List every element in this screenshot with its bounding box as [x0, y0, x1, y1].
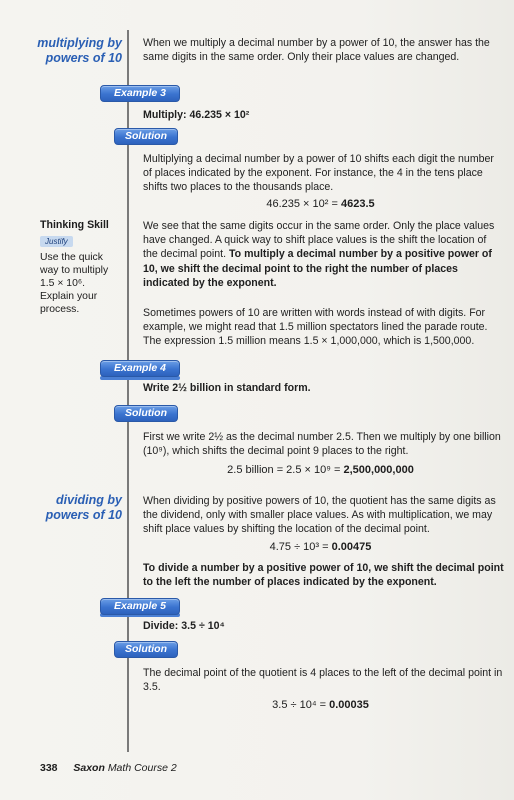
example3-paragraph-2-plain: We see that the same digits occur in the same order. Only the place values have changed. A quick way to shift place values is the shift the location of the decimal point.: [143, 220, 495, 261]
example3-equation-result: 4623.5: [340, 198, 375, 210]
example5-solution-label: Solution: [114, 641, 178, 658]
example3-expression: 46.235 × 10²: [189, 109, 250, 121]
example3-paragraph-2-rule: To multiply a decimal number by a positive power of 10, we shift the decimal point to the right the number of places indicated by the exponent.: [143, 248, 492, 289]
dividing-equation: [143, 541, 498, 553]
example5-prompt-word: Divide:: [143, 620, 179, 632]
justify-badge: Justify: [40, 236, 73, 247]
section-heading-dividing: dividing by powers of 10: [45, 493, 122, 522]
example3-prompt: [143, 108, 343, 122]
example4-equation: [143, 464, 498, 476]
example5-paragraph: The decimal point of the quotient is 4 places to the left of the decimal point in 3.5.: [143, 667, 503, 694]
thinking-skill-title: Thinking Skill: [40, 219, 109, 231]
example3-paragraph-1: Multiplying a decimal number by a power of 10 shifts each digit the number of places indicated by the exponent. For instance, the 4 in the tens place shifts two places to the thousands place.: [143, 153, 494, 194]
example3-prompt-word: Multiply:: [143, 109, 187, 121]
thinking-skill-box: [40, 219, 120, 316]
example5-equation-result: 0.00035: [329, 699, 369, 711]
example4-equation-left: 2.5 billion = 2.5 × 10⁹ =: [227, 464, 341, 476]
example3-equation-left: 46.235 × 10² =: [266, 198, 338, 210]
example4-prompt: Write 2½ billion in standard form.: [143, 382, 311, 394]
example3-solution-label: Solution: [114, 128, 178, 145]
example5-equation: [143, 699, 498, 711]
dividing-equation-left: 4.75 ÷ 10³ =: [269, 541, 329, 553]
example4-paragraph: First we write 2½ as the decimal number 2.5. Then we multiply by one billion (10⁹), which shifts the decimal point 9 places to the right.: [143, 431, 501, 458]
example5-expression: 3.5 ÷ 10⁴: [181, 620, 225, 632]
example3-label: Example 3: [100, 85, 180, 102]
thinking-skill-text: Use the quick way to multiply 1.5 × 10⁶. Explain your process.: [40, 252, 109, 315]
example3-equation: [143, 198, 498, 210]
book-brand: Saxon: [73, 762, 105, 774]
section-heading-multiplying: multiplying by powers of 10: [37, 36, 122, 65]
example4-solution-label: Solution: [114, 405, 178, 422]
dividing-equation-result: 0.00475: [331, 541, 372, 553]
example5-equation-left: 3.5 ÷ 10⁴ =: [272, 699, 327, 711]
example3-paragraph-2: [143, 219, 501, 290]
example4-equation-result: 2,500,000,000: [343, 464, 414, 476]
example3-paragraph-3: Sometimes powers of 10 are written with words instead of with digits. For example, we might read that 1.5 million spectators lined the parade route. The expression 1.5 million means 1.5 × 1,000,000, which is 1,500,000.: [143, 307, 488, 348]
example5-label: Example 5: [100, 598, 180, 615]
page-footer: [40, 762, 290, 774]
book-title: Math Course 2: [107, 762, 177, 774]
example5-prompt: [143, 619, 343, 633]
dividing-rule: To divide a number by a positive power of 10, we shift the decimal point to the left the number of places indicated by the exponent.: [143, 562, 504, 589]
example4-label: Example 4: [100, 360, 180, 377]
dividing-paragraph: When dividing by positive powers of 10, the quotient has the same digits as the dividend, only with smaller place values. As with multiplication, we may shift place values by shifting the location of the decimal point.: [143, 495, 496, 536]
intro-paragraph: When we multiply a decimal number by a power of 10, the answer has the same digits in the same order. Only their place values are changed.: [143, 37, 490, 64]
page-number: 338: [40, 762, 58, 774]
